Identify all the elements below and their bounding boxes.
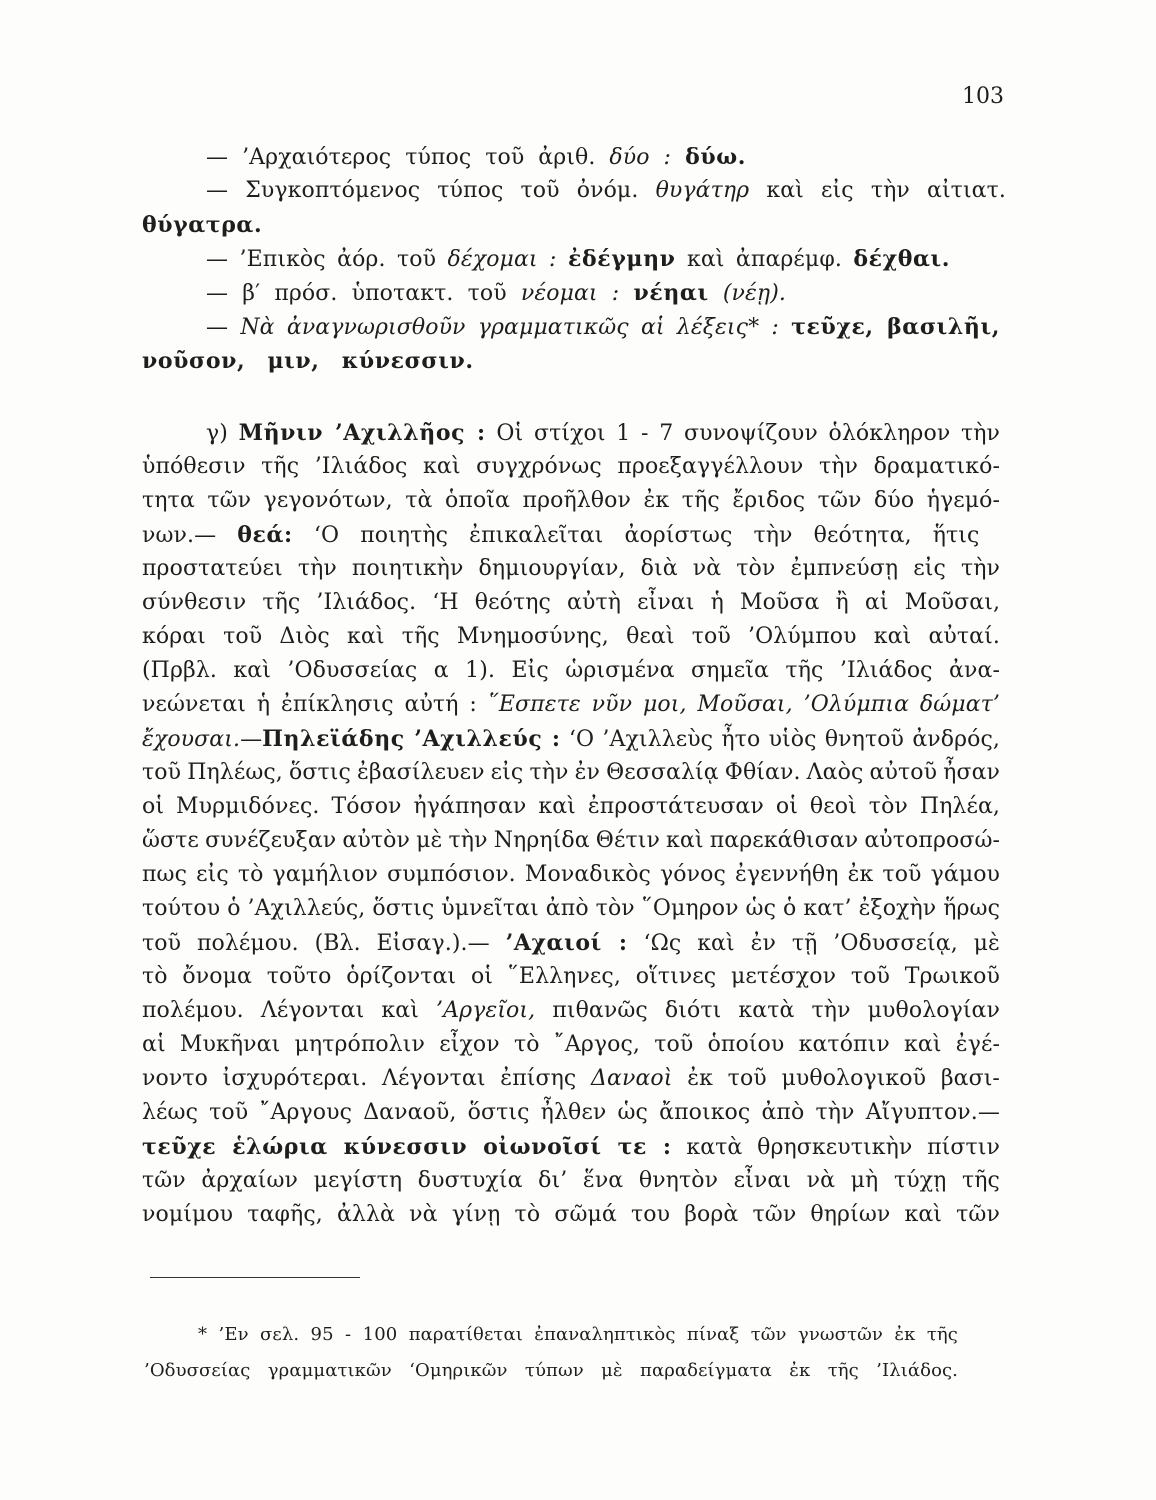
text-segment: λέως τοῦ ῎Αργους Δαναοῦ, ὅστις ἦλθεν ὡς ἄποικος ἀπὸ τὴν Αἴγυπτον.— (142, 1100, 1000, 1125)
text-segment: (Πρβλ. καὶ ’Οδυσσείας α 1). Εἰς ὡρισμένα σημεῖα τῆς ’Ιλιάδος ἀνα- (142, 658, 1000, 683)
text-segment (779, 315, 791, 340)
text-segment: τοῦ Πηλέως, ὅστις ἐβασίλευεν εἰς τὴν ἐν Θεσσαλίᾳ Φθίαν. Λαὸς αὐτοῦ ἦσαν (142, 760, 1000, 785)
text-segment: αἱ Μυκῆναι μητρόπολιν εἶχον τὸ ῎Αργος, τοῦ ὁποίου κατόπιν καὶ ἐγέ- (142, 1032, 1000, 1057)
text-segment: κατὰ θρησκευτικὴν πίστιν (671, 1135, 1000, 1160)
text-segment: δέχθαι. (853, 246, 951, 272)
text-segment: νεώνεται ἡ ἐπίκλησις αὐτή : (142, 692, 488, 717)
text-line (142, 1130, 1000, 1164)
text-segment: γ) (206, 421, 239, 446)
text-segment (619, 281, 633, 306)
text-segment: Μῆνιν ’Αχιλλῆος : (238, 420, 486, 446)
text-line (142, 450, 1000, 484)
text-segment: οἱ Μυρμιδόνες. Τόσον ἠγάπησαν καὶ ἐπροστάτευσαν οἱ θεοὶ τὸν Πηλέα, (142, 794, 1001, 819)
text-segment (557, 247, 568, 272)
text-segment: — ’Επικὸς ἀόρ. τοῦ (206, 247, 448, 272)
text-line (206, 310, 1000, 344)
text-segment: νομίμου ταφῆς, ἀλλὰ νὰ γίνῃ τὸ σῶμά του βορὰ τῶν θηρίων καὶ τῶν (142, 1202, 1000, 1227)
text-segment: πολέμου. Λέγονται καὶ (142, 998, 437, 1023)
footnote-rule (150, 1277, 360, 1278)
text-segment: πιθανῶς διότι κατὰ τὴν μυθολογίαν (535, 998, 1000, 1023)
text-segment: θυγάτηρ (655, 178, 750, 203)
text-segment: πως εἰς τὸ γαμήλιον συμπόσιον. Μοναδικὸς γόνος ἐγεννήθη ἐκ τοῦ γάμου (142, 862, 1001, 887)
text-segment: — (206, 315, 241, 340)
text-line (142, 688, 1000, 722)
text-segment: τὸ ὄνομα τοῦτο ὁρίζονται οἱ ῞Ελληνες, οἵτινες μετέσχον τοῦ Τρωικοῦ (142, 964, 1000, 989)
text-line (142, 824, 1000, 858)
text-segment: — (240, 727, 263, 752)
footnote-line (198, 1318, 958, 1352)
text-line (142, 552, 1000, 586)
text-segment: ’Αργεῖοι, (436, 998, 536, 1023)
text-segment: τούτου ὁ ’Αχιλλεύς, ὅστις ὑμνεῖται ἀπὸ τὸν ῞Ομηρον ὡς ὁ κατ’ ἐξοχὴν ἥρως (142, 896, 1001, 921)
text-line (142, 1198, 1000, 1232)
text-segment: τεῦχε ἑλώρια κύνεσσιν οἰωνοῖσί τε : (142, 1134, 672, 1160)
text-line (206, 242, 950, 276)
text-segment (671, 145, 685, 170)
text-segment: νέηαι (633, 280, 709, 306)
text-segment: νοντο ἰσχυρότεραι. Λέγονται ἐπίσης (142, 1066, 592, 1091)
text-segment: καὶ ἀπαρέμφ. (675, 247, 854, 272)
text-line (206, 416, 1000, 450)
text-line (142, 586, 1000, 620)
text-segment: τοῦ πολέμου. (Βλ. Εἰσαγ.).— (142, 931, 506, 956)
text-segment: δέχομαι : (447, 247, 557, 272)
text-line (142, 722, 1000, 756)
text-segment: ῞Εσπετε νῦν μοι, Μοῦσαι, ’Ολύμπια δώματ’ (487, 692, 1001, 717)
text-segment: ‘Ο ’Αχιλλεὺς ἦτο υἱὸς θνητοῦ ἀνδρός, (560, 727, 1000, 752)
text-segment: ὥστε συνέζευξαν αὐτὸν μὲ τὴν Νηρηίδα Θέτιν καὶ παρεκάθισαν αὐτοπροσώ- (142, 828, 1001, 853)
text-line (142, 858, 1000, 892)
text-line (142, 484, 1000, 518)
text-segment: Δαναοὶ (591, 1066, 673, 1091)
text-segment: Πηλεϊάδης ’Αχιλλεύς : (262, 726, 561, 752)
text-segment: ‘Ο ποιητὴς ἐπικαλεῖται ἀορίστως τὴν θεότητα, ἥτις (292, 523, 980, 548)
text-line (142, 994, 1000, 1028)
text-segment: Οἱ στίχοι 1 - 7 συνοψίζουν ὁλόκληρον τὴν (485, 421, 1000, 446)
text-line (142, 518, 979, 552)
text-segment (709, 281, 723, 306)
text-line (142, 756, 1000, 790)
text-line (142, 926, 1000, 960)
text-line (142, 1028, 1000, 1062)
text-segment: κόραι τοῦ Διὸς καὶ τῆς Μνημοσύνης, θεαὶ τοῦ ’Ολύμπου καὶ αὐταί. (142, 624, 1000, 649)
text-segment: — ’Αρχαιότερος τύπος τοῦ ἀριθ. (206, 145, 610, 170)
text-line (142, 1062, 1000, 1096)
text-segment: προστατεύει τὴν ποιητικὴν δημιουργίαν, διὰ νὰ τὸν ἐμπνεύσῃ εἰς τὴν (142, 556, 1000, 581)
text-line (142, 1164, 1000, 1198)
text-segment: (νέῃ). (722, 281, 786, 306)
text-segment: ’Αχαιοί : (505, 930, 628, 956)
text-segment: δύω. (685, 144, 747, 170)
text-line (206, 140, 746, 174)
text-segment: ἔχουσαι. (142, 727, 241, 752)
text-segment: καὶ εἰς τὴν αἰτιατ. (749, 178, 1007, 203)
text-segment: δύο : (609, 145, 672, 170)
page-number: 103 (962, 84, 1004, 109)
text-line (142, 620, 1000, 654)
text-segment: τῶν ἀρχαίων μεγίστη δυστυχία δι’ ἕνα θνητὸν εἶναι νὰ μὴ τύχῃ τῆς (142, 1168, 1000, 1193)
text-line (142, 654, 1000, 688)
text-segment: νων.— (142, 523, 238, 548)
footnote-line (144, 1354, 958, 1388)
text-line (142, 208, 262, 242)
text-segment: σύνθεσιν τῆς ’Ιλιάδος. ‘Η θεότης αὐτὴ εἶναι ἡ Μοῦσα ἢ αἱ Μοῦσαι, (142, 590, 1001, 615)
text-line (142, 790, 1000, 824)
text-segment: ’Οδυσσείας γραμματικῶν ‘Ομηρικῶν τύπων μὲ παραδείγματα ἐκ τῆς ’Ιλιάδος. (144, 1360, 959, 1381)
text-segment: ‘Ως καὶ ἐν τῇ ’Οδυσσείᾳ, μὲ (627, 931, 1000, 956)
text-segment: θεά: (237, 522, 293, 548)
text-segment: ὑπόθεσιν τῆς ’Ιλιάδος καὶ συγχρόνως προεξαγγέλλουν τὴν δραματικό- (142, 454, 1000, 479)
text-segment: — β′ πρόσ. ὑποτακτ. τοῦ (206, 281, 521, 306)
text-line (206, 174, 1006, 208)
text-line (142, 960, 1000, 994)
text-segment: Νὰ ἀναγνωρισθοῦν γραμματικῶς αἱ λέξεις* : (240, 315, 779, 340)
text-segment: * ’Εν σελ. 95 - 100 παρατίθεται ἐπαναληπτικὸς πίναξ τῶν γνωστῶν ἐκ τῆς (198, 1324, 958, 1345)
text-segment: τητα τῶν γεγονότων, τὰ ὁποῖα προῆλθον ἐκ τῆς ἔριδος τῶν δύο ἡγεμό- (142, 488, 1001, 513)
text-line (142, 344, 474, 378)
text-segment: — Συγκοπτόμενος τύπος τοῦ ὀνόμ. (206, 178, 656, 203)
text-segment: ἐκ τοῦ μυθολογικοῦ βασι- (672, 1066, 1000, 1091)
text-line (206, 276, 786, 310)
text-segment: θύγατρα. (142, 212, 263, 238)
text-line (142, 892, 1000, 926)
text-segment: ἐδέγμην (568, 246, 676, 272)
text-segment: τεῦχε, βασιλῆι, (791, 314, 1001, 340)
text-segment: νοῦσον, μιν, κύνεσσιν. (142, 348, 474, 374)
text-segment: νέομαι : (520, 281, 620, 306)
text-line (142, 1096, 1000, 1130)
